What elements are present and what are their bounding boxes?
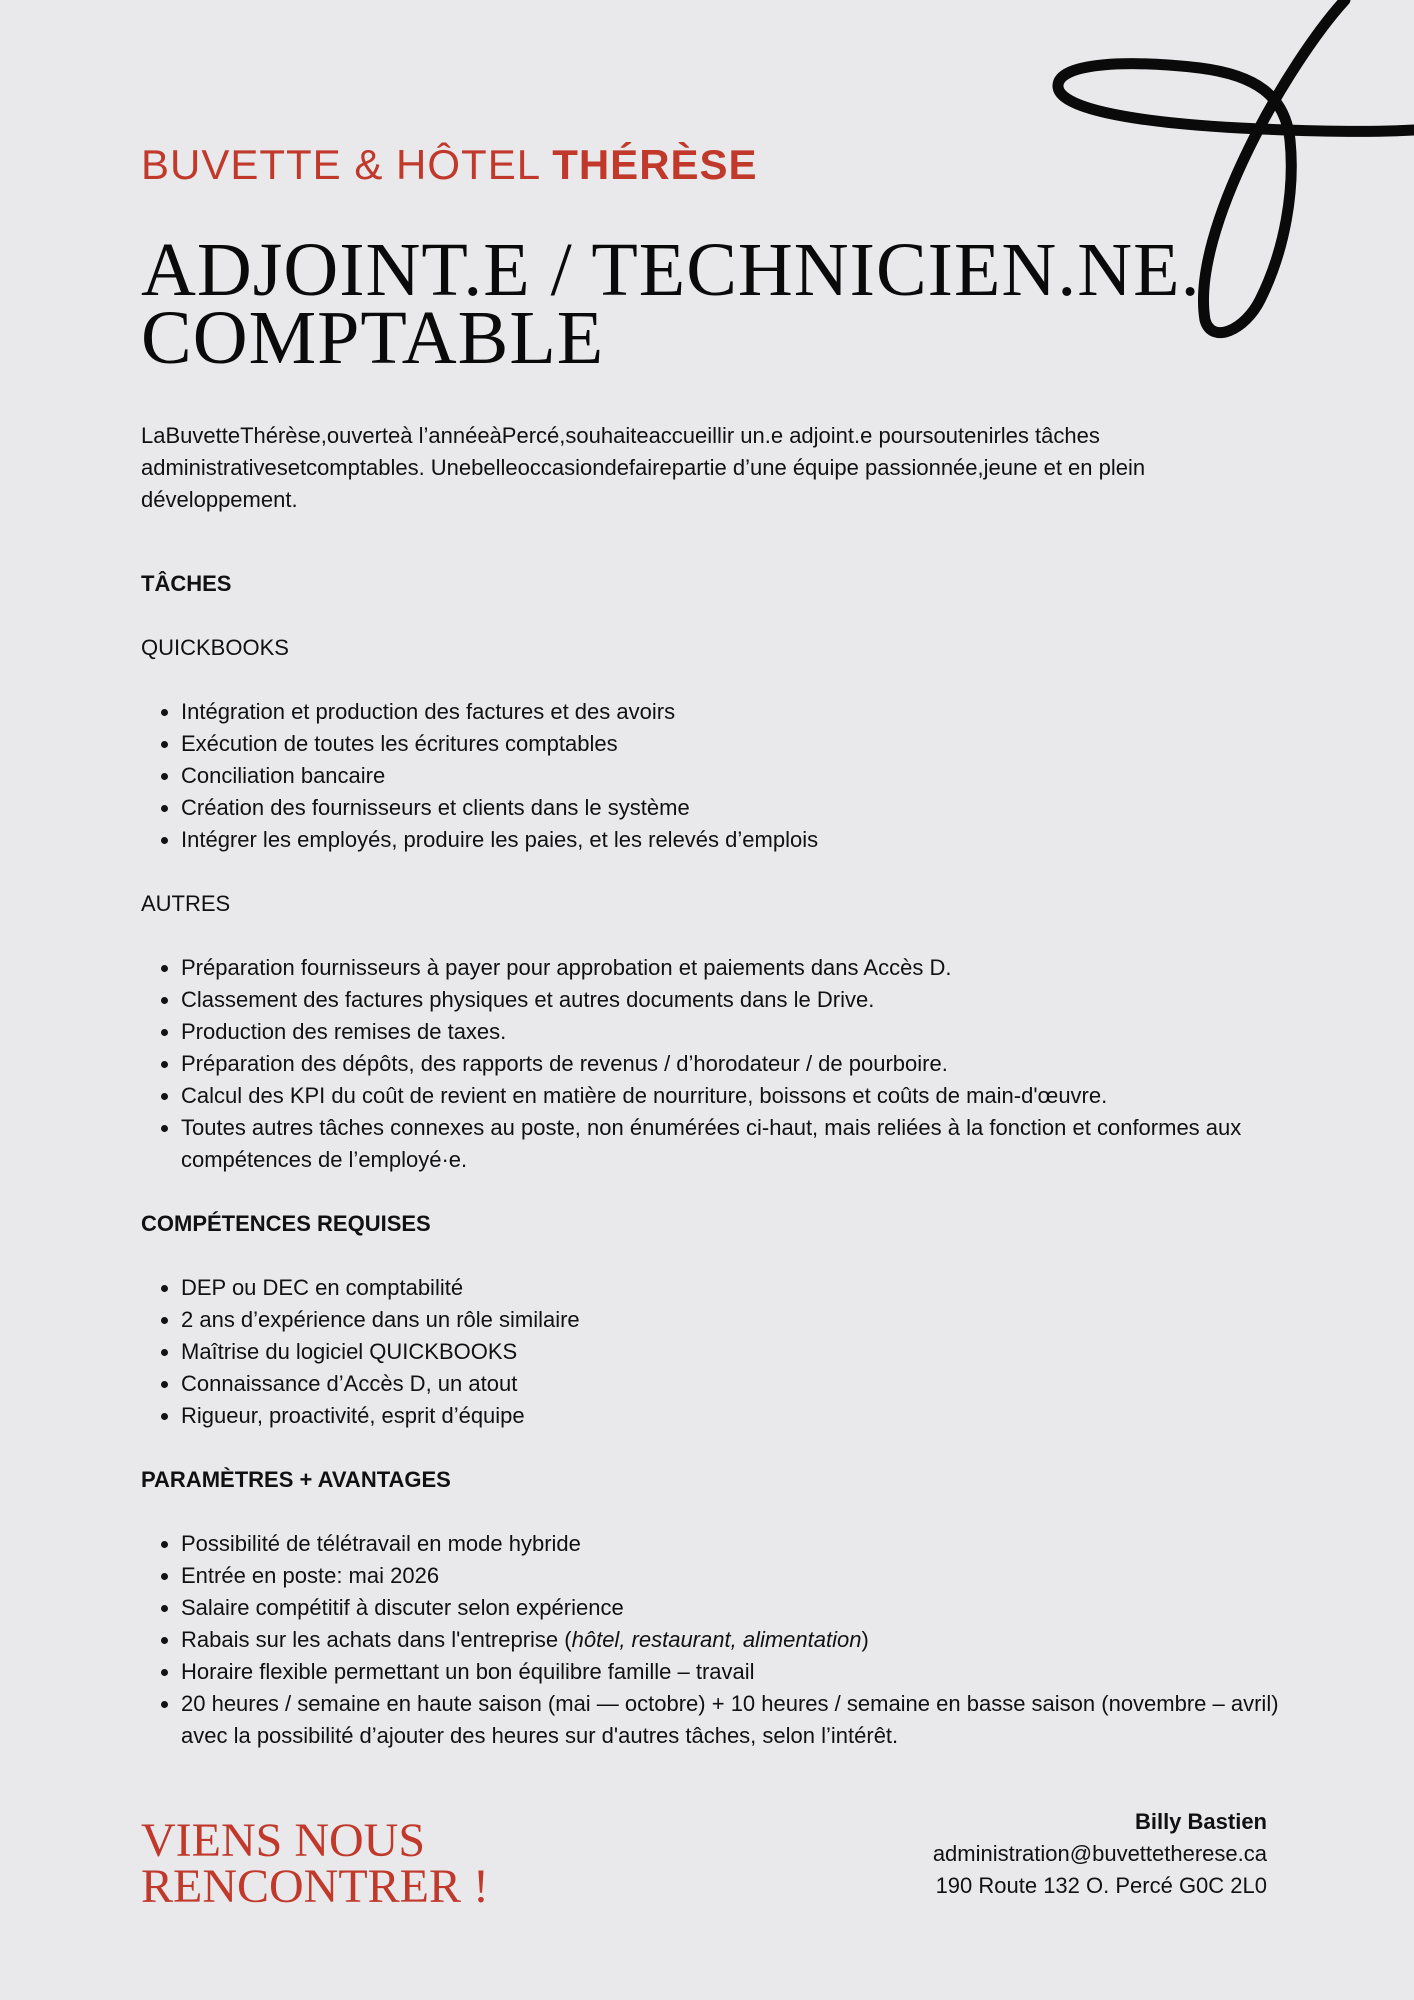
list-item: • Conciliation bancaire <box>181 760 1281 792</box>
benefits-heading: PARAMÈTRES + AVANTAGES <box>141 1467 451 1492</box>
contact-address: 190 Route 132 O. Percé G0C 2L0 <box>935 1873 1267 1898</box>
list-item: • Rigueur, proactivité, esprit d’équipe <box>181 1400 1281 1432</box>
others-list <box>141 952 1281 1176</box>
tasks-heading: TÂCHES <box>141 571 232 596</box>
list-item: • Préparation fournisseurs à payer pour approbation et paiements dans Accès D. <box>181 952 1281 984</box>
skills-list <box>141 1272 1281 1432</box>
contact-block <box>933 1806 1267 1902</box>
others-heading: AUTRES <box>141 891 231 916</box>
job-title-line-2: COMPTABLE <box>141 296 605 380</box>
job-title-line-1: ADJOINT.E / TECHNICIEN.NE. <box>141 228 1201 312</box>
cta-line-2: RENCONTRER ! <box>141 1860 489 1913</box>
list-item-discount <box>181 1624 1281 1656</box>
list-item: • Classement des factures physiques et autres documents dans le Drive. <box>181 984 1281 1016</box>
list-item: • Maîtrise du logiciel QUICKBOOKS <box>181 1336 1281 1368</box>
job-description <box>141 420 1281 1784</box>
brand-name-bold: THÉRÈSE <box>552 141 758 188</box>
list-item: • Préparation des dépôts, des rapports de revenus / d’horodateur / de pourboire. <box>181 1048 1281 1080</box>
quickbooks-heading: QUICKBOOKS <box>141 635 289 660</box>
list-item: • Salaire compétitif à discuter selon expérience <box>181 1592 1281 1624</box>
list-item: • DEP ou DEC en comptabilité <box>181 1272 1281 1304</box>
list-item: • 20 heures / semaine en haute saison (mai — octobre) + 10 heures / semaine en basse saison (novembre – avril) avec la possibilité d’ajouter des heures sur d'autres tâches, selon l’intérêt. <box>181 1688 1281 1752</box>
job-title <box>141 228 1201 380</box>
contact-name: Billy Bastien <box>1134 1809 1267 1834</box>
brand-prefix: BUVETTE & HÔTEL <box>141 141 553 188</box>
list-item: • Entrée en poste: mai 2026 <box>181 1560 1281 1592</box>
list-item: • Toutes autres tâches connexes au poste, non énumérées ci-haut, mais reliées à la fonction et conformes aux compétences de l’employé·e. <box>181 1112 1281 1176</box>
discount-close: ) <box>861 1627 869 1652</box>
discount-scope: hôtel, restaurant, alimentation <box>571 1627 862 1652</box>
brand-name <box>141 141 758 188</box>
list-item: • Production des remises de taxes. <box>181 1016 1281 1048</box>
quickbooks-list <box>141 696 1281 856</box>
benefits-list <box>141 1528 1281 1752</box>
list-item: • Exécution de toutes les écritures comptables <box>181 728 1281 760</box>
list-item: • Création des fournisseurs et clients dans le système <box>181 792 1281 824</box>
list-item: • Intégrer les employés, produire les paies, et les relevés d’emplois <box>181 824 1281 856</box>
intro-paragraph: LaBuvetteThérèse,ouverteà l’annéeàPercé,souhaiteaccueillir un.e adjoint.e poursoutenirles tâches administrativesetcomptables. Unebelleoccasiondefairepartie d’une équipe passionnée,jeune et en plein développement. <box>141 423 1146 512</box>
list-item: • 2 ans d’expérience dans un rôle similaire <box>181 1304 1281 1336</box>
list-item: • Intégration et production des factures et des avoirs <box>181 696 1281 728</box>
skills-heading: COMPÉTENCES REQUISES <box>141 1211 431 1236</box>
discount-text: Rabais sur les achats dans l'entreprise ( <box>181 1627 572 1652</box>
list-item: • Horaire flexible permettant un bon équilibre famille – travail <box>181 1656 1281 1688</box>
list-item: • Connaissance d’Accès D, un atout <box>181 1368 1281 1400</box>
call-to-action <box>141 1814 489 1913</box>
list-item: • Possibilité de télétravail en mode hybride <box>181 1528 1281 1560</box>
contact-email[interactable]: administration@buvettetherese.ca <box>932 1841 1267 1866</box>
cta-line-1: VIENS NOUS <box>141 1814 426 1867</box>
list-item: • Calcul des KPI du coût de revient en matière de nourriture, boissons et coûts de main-d'œuvre. <box>181 1080 1281 1112</box>
